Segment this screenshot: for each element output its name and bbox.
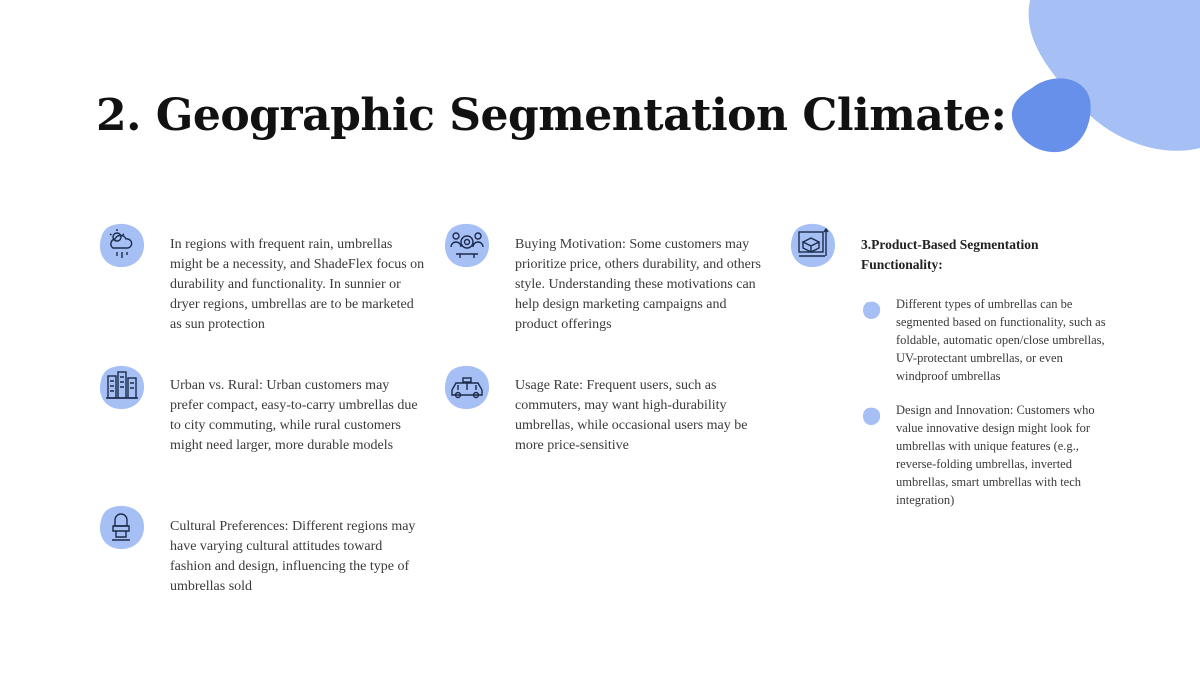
bullet-dot-icon (862, 300, 882, 320)
bullet-dot-icon (862, 406, 882, 426)
design-innovation-bullet-text: Design and Innovation: Customers who value innovative design might look for umbrellas with unique features (e.g., reverse-folding umbrellas, inverted umbrellas, smart umbrellas with tech integration) (896, 403, 1095, 507)
statue-culture-icon (97, 502, 147, 552)
buying-motivation-text: Buying Motivation: Some customers may prioritize price, others durability, and others style. Understanding these motivations can help design marketing campaigns and product offerings (515, 237, 761, 332)
slide-title: 2. Geographic Segmentation Climate: (96, 90, 1007, 141)
climate-rain-text: In regions with frequent rain, umbrellas might be a necessity, and ShadeFlex focus on durability and functionality. In sunnier or dryer regions, umbrellas are to be marketed as sun protection (170, 237, 425, 332)
usage-rate-text: Usage Rate: Frequent users, such as commuters, may want high-durability umbrellas, while occasional users may be more price-sensitive (515, 378, 748, 453)
large-blob-shape (1029, 0, 1200, 151)
cultural-preferences-text: Cultural Preferences: Different regions may have varying cultural attitudes toward fashion and design, influencing the type of umbrellas sold (170, 519, 416, 594)
functionality-bullet-text: Different types of umbrellas can be segmented based on functionality, such as foldable, automatic open/close umbrellas, UV-protectant umbrellas, or even windproof umbrellas (896, 297, 1106, 383)
small-blob-shape (1012, 78, 1091, 152)
urban-rural-text: Urban vs. Rural: Urban customers may prefer compact, easy-to-carry umbrellas due to city commuting, while rural customers might need larger, more durable models (170, 378, 418, 453)
city-buildings-icon (97, 362, 147, 412)
product-box-icon (788, 220, 838, 270)
weather-cloud-rain-icon (97, 220, 147, 270)
taxi-car-icon (442, 362, 492, 412)
customer-target-icon (442, 220, 492, 270)
product-segmentation-heading: 3.Product-Based Segmentation Functionality: (861, 237, 1039, 272)
